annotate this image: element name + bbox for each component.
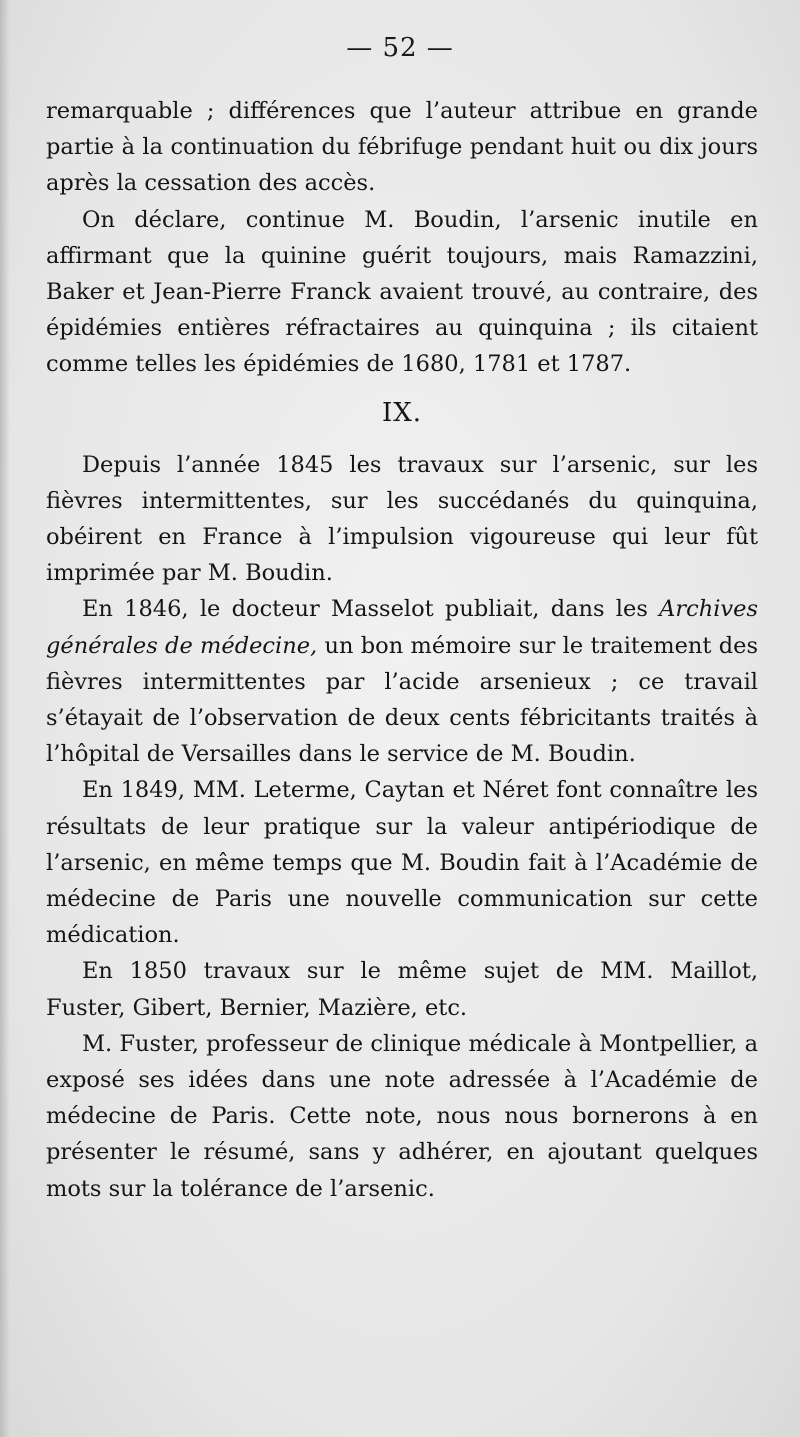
page-text [46, 93, 758, 1207]
paragraph-1850: En 1850 travaux sur le même sujet de MM. Maillot, Fuster, Gibert, Bernier, Mazière, etc. [46, 958, 758, 1021]
page-number: — 52 — [346, 33, 454, 63]
paragraph-1849: En 1849, MM. Leterme, Caytan et Néret font connaître les résultats de leur pratique sur la valeur antipériodique de l’arsenic, en même temps que M. Boudin fait à l’Académie de médecine de Paris une nouvelle communication sur cette médication. [46, 777, 758, 949]
paragraph-continued: remarquable ; différences que l’auteur attribue en grande partie à la continuation du fébrifuge pendant huit ou dix jours après la cessation des accès. [46, 98, 758, 197]
paragraph-1846-start: En 1846, le docteur Masselot publiait, dans les [82, 596, 660, 623]
paragraph-fuster: M. Fuster, professeur de clinique médicale à Montpellier, a exposé ses idées dans une note adressée à l’Académie de médecine de Paris. Cette note, nous nous bornerons à en présenter le résumé, sans y adhérer, en ajoutant quelques mots sur la tolérance de l’arsenic. [46, 1030, 758, 1202]
paragraph-1846-end: un bon mémoire sur le traitement des fièvres intermittentes par l’acide arsenieux ; ce travail s’étayait de l’observation de deux cents fébricitants traités à l’hôpital de Versailles dans le service de M. Boudin. [46, 632, 758, 768]
section-heading: IX. [381, 397, 423, 428]
journal-title: Archives générales de médecine, [46, 596, 758, 659]
page-edge-shadow [0, 0, 10, 1437]
paragraph-1845: Depuis l’année 1845 les travaux sur l’arsenic, sur les fièvres intermittentes, sur les succédanés du quinquina, obéirent en France à l’impulsion vigoureuse qui leur fût imprimée par M. Boudin. [46, 451, 758, 587]
paragraph-1846 [46, 591, 758, 772]
paragraph-boudin-arsenic: On déclare, continue M. Boudin, l’arsenic inutile en affirmant que la quinine guérit toujours, mais Ramazzini, Baker et Jean-Pierre Franck avaient trouvé, au contraire, des épidémies entières réfractaires au quinquina ; ils citaient comme telles les épidémies de 1680, 1781 et 1787. [46, 206, 758, 378]
